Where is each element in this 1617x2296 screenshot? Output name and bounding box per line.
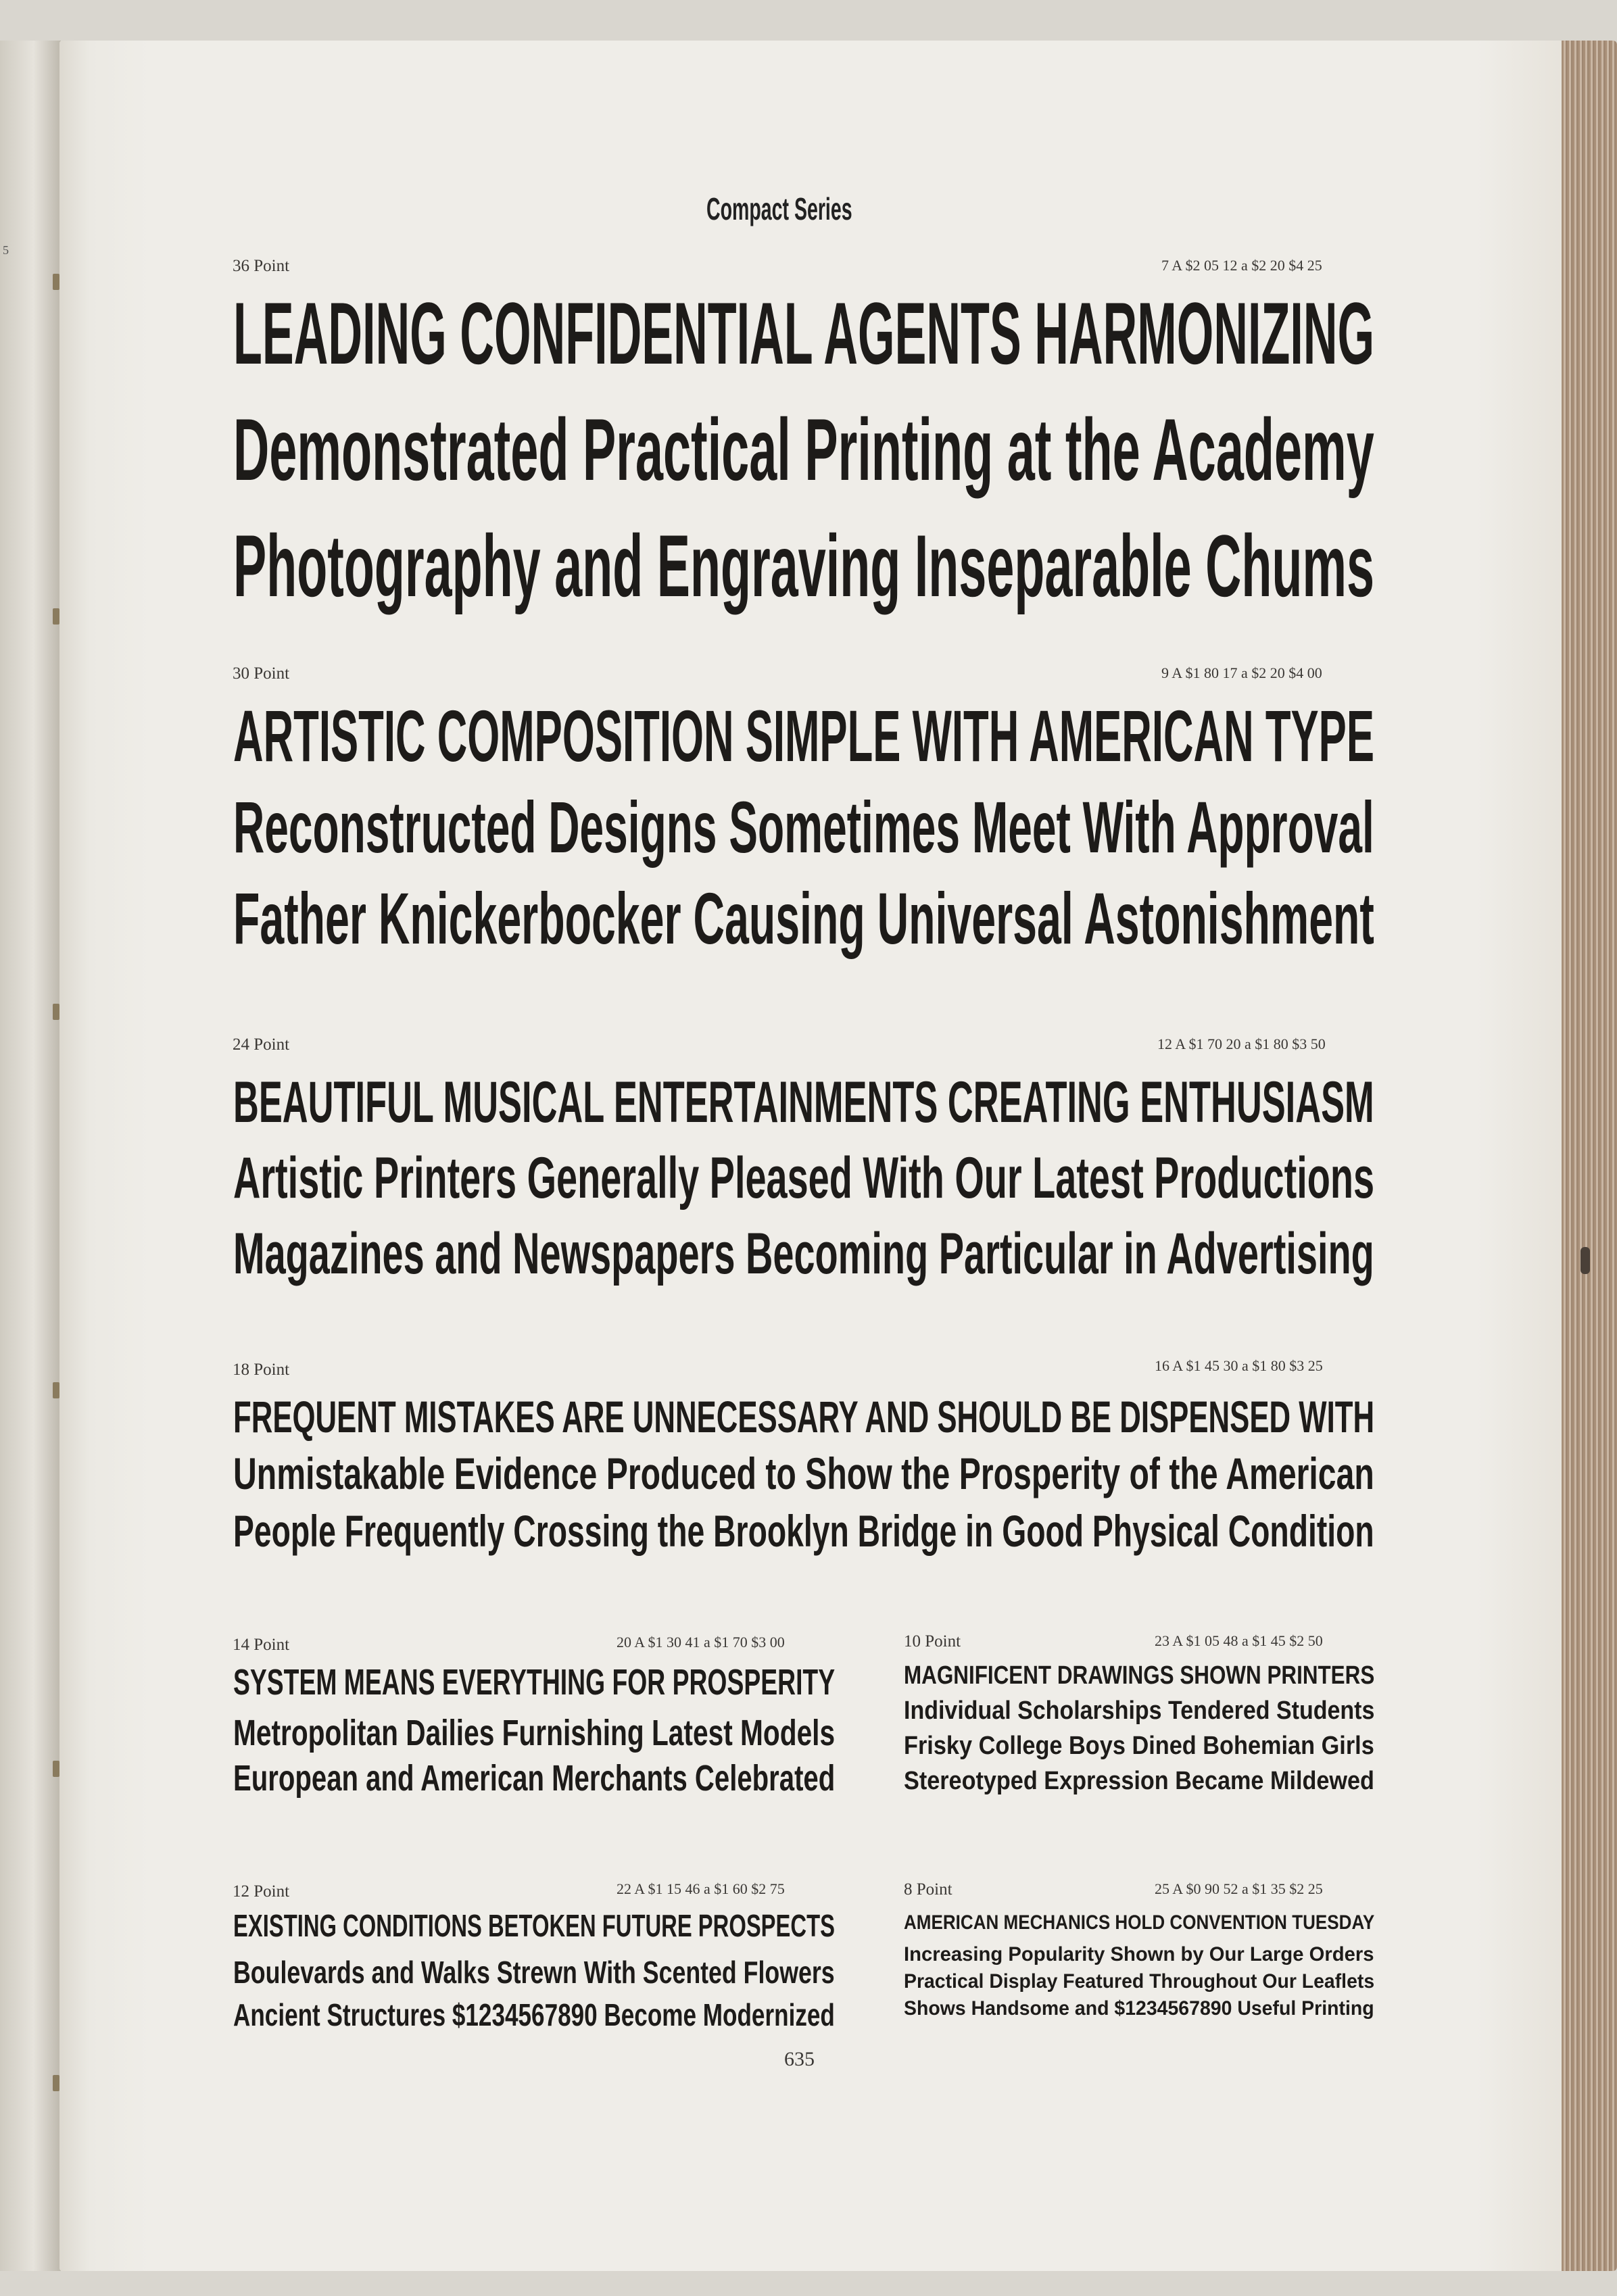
specimen-line — [233, 284, 1375, 383]
specimen-text: Reconstructed Designs Sometimes Meet With Approval — [233, 786, 1374, 868]
specimen-text: Individual Scholarships Tendered Students — [904, 1696, 1375, 1725]
specimen-line — [233, 1760, 835, 1799]
binding-mark — [53, 1382, 59, 1398]
specimen-line — [233, 1664, 835, 1701]
specimen-line — [233, 1999, 835, 2034]
price-line: 22 A $1 15 46 a $1 60 $2 75 — [617, 1880, 785, 1897]
specimen-line — [233, 1506, 1374, 1556]
specimen-text: BEAUTIFUL MUSICAL ENTERTAINMENTS CREATING ENTHUSIASM — [233, 1070, 1374, 1135]
specimen-line — [233, 786, 1374, 868]
specimen-text: Increasing Popularity Shown by Our Large Orders — [904, 1943, 1374, 1965]
specimen-line — [233, 1910, 835, 1943]
specimen-text: Unmistakable Evidence Produced to Show the Prosperity of the American — [233, 1448, 1374, 1498]
price-line: 12 A $1 70 20 a $1 80 $3 50 — [1157, 1035, 1326, 1052]
specimen-line — [904, 1663, 1374, 1690]
binding-mark — [53, 274, 59, 290]
specimen-text: Metropolitan Dailies Furnishing Latest Models — [233, 1713, 836, 1753]
page-edge-tab — [1580, 1247, 1590, 1274]
size-label: 24 Point — [233, 1035, 290, 1054]
specimen-text: FREQUENT MISTAKES ARE UNNECESSARY AND SHOULD BE DISPENSED WITH — [233, 1392, 1375, 1442]
price-line: 9 A $1 80 17 a $2 20 $4 00 — [1161, 664, 1322, 681]
specimen-text: AMERICAN MECHANICS HOLD CONVENTION TUESDAY — [904, 1911, 1375, 1934]
specimen-line — [904, 1999, 1374, 2023]
price-line: 7 A $2 05 12 a $2 20 $4 25 — [1161, 257, 1322, 274]
specimen-text: EXISTING CONDITIONS BETOKEN FUTURE PROSPECTS — [233, 1908, 835, 1943]
specimen-line — [233, 516, 1375, 616]
specimen-text: Demonstrated Practical Printing at the Academy — [233, 400, 1374, 499]
specimen-text: Father Knickerbocker Causing Universal Astonishment — [233, 877, 1374, 959]
specimen-line — [904, 1972, 1374, 1996]
price-line: 23 A $1 05 48 a $1 45 $2 50 — [1155, 1632, 1323, 1649]
specimen-line — [233, 400, 1374, 500]
specimen-text: Frisky College Boys Dined Bohemian Girls — [904, 1732, 1374, 1760]
binding-mark — [53, 608, 59, 625]
specimen-text: Photography and Engraving Inseparable Chums — [233, 516, 1375, 615]
binding-mark — [53, 1761, 59, 1777]
specimen-line — [233, 1715, 835, 1754]
specimen-line — [233, 695, 1375, 777]
specimen-line — [233, 1957, 835, 1992]
specimen-text: ARTISTIC COMPOSITION SIMPLE WITH AMERICAN TYPE — [233, 695, 1375, 777]
size-label: 36 Point — [233, 257, 290, 275]
specimen-text: Shows Handsome and $1234567890 Useful Printing — [904, 1997, 1374, 2020]
specimen-text: SYSTEM MEANS EVERYTHING FOR PROSPERITY — [233, 1662, 836, 1703]
facing-page-number: 5 — [3, 243, 9, 257]
size-label: 10 Point — [904, 1632, 961, 1651]
page-block-edge — [1562, 41, 1617, 2271]
specimen-line — [904, 1768, 1374, 1797]
size-label: 30 Point — [233, 664, 290, 683]
binding-mark — [53, 1004, 59, 1020]
specimen-line — [904, 1945, 1374, 1969]
specimen-line — [904, 1733, 1374, 1761]
specimen-text: Practical Display Featured Throughout Our Leaflets — [904, 1970, 1375, 1993]
page-number: 635 — [784, 2048, 815, 2070]
facing-page-edge — [0, 41, 61, 2271]
specimen-text: Artistic Printers Generally Pleased With Our Latest Productions — [233, 1146, 1375, 1211]
binding-mark — [53, 2075, 59, 2091]
specimen-line — [233, 1392, 1375, 1442]
specimen-line — [233, 1448, 1374, 1498]
specimen-text: LEADING CONFIDENTIAL AGENTS HARMONIZING — [233, 284, 1375, 383]
price-line: 16 A $1 45 30 a $1 80 $3 25 — [1155, 1357, 1323, 1374]
specimen-text: Magazines and Newspapers Becoming Particular in Advertising — [233, 1221, 1374, 1286]
page-title: Compact Series — [706, 191, 852, 226]
specimen-text: MAGNIFICENT DRAWINGS SHOWN PRINTERS — [904, 1661, 1375, 1690]
specimen-line — [233, 1070, 1374, 1135]
price-line: 25 A $0 90 52 a $1 35 $2 25 — [1155, 1880, 1323, 1897]
size-label: 14 Point — [233, 1636, 290, 1654]
specimen-line — [904, 1698, 1374, 1726]
specimen-text: European and American Merchants Celebrated — [233, 1758, 836, 1799]
price-line: 20 A $1 30 41 a $1 70 $3 00 — [617, 1634, 785, 1651]
size-label: 18 Point — [233, 1361, 290, 1379]
specimen-line — [233, 1146, 1375, 1211]
specimen-text: Stereotyped Expression Became Mildewed — [904, 1767, 1374, 1795]
specimen-line — [233, 877, 1374, 959]
specimen-text: Boulevards and Walks Strewn With Scented Flowers — [233, 1955, 835, 1990]
size-label: 8 Point — [904, 1880, 952, 1899]
specimen-line — [904, 1913, 1374, 1936]
specimen-text: People Frequently Crossing the Brooklyn Bridge in Good Physical Condition — [233, 1506, 1374, 1556]
specimen-line — [233, 1221, 1374, 1286]
size-label: 12 Point — [233, 1882, 290, 1901]
specimen-text: Ancient Structures $1234567890 Become Modernized — [233, 1997, 835, 2032]
